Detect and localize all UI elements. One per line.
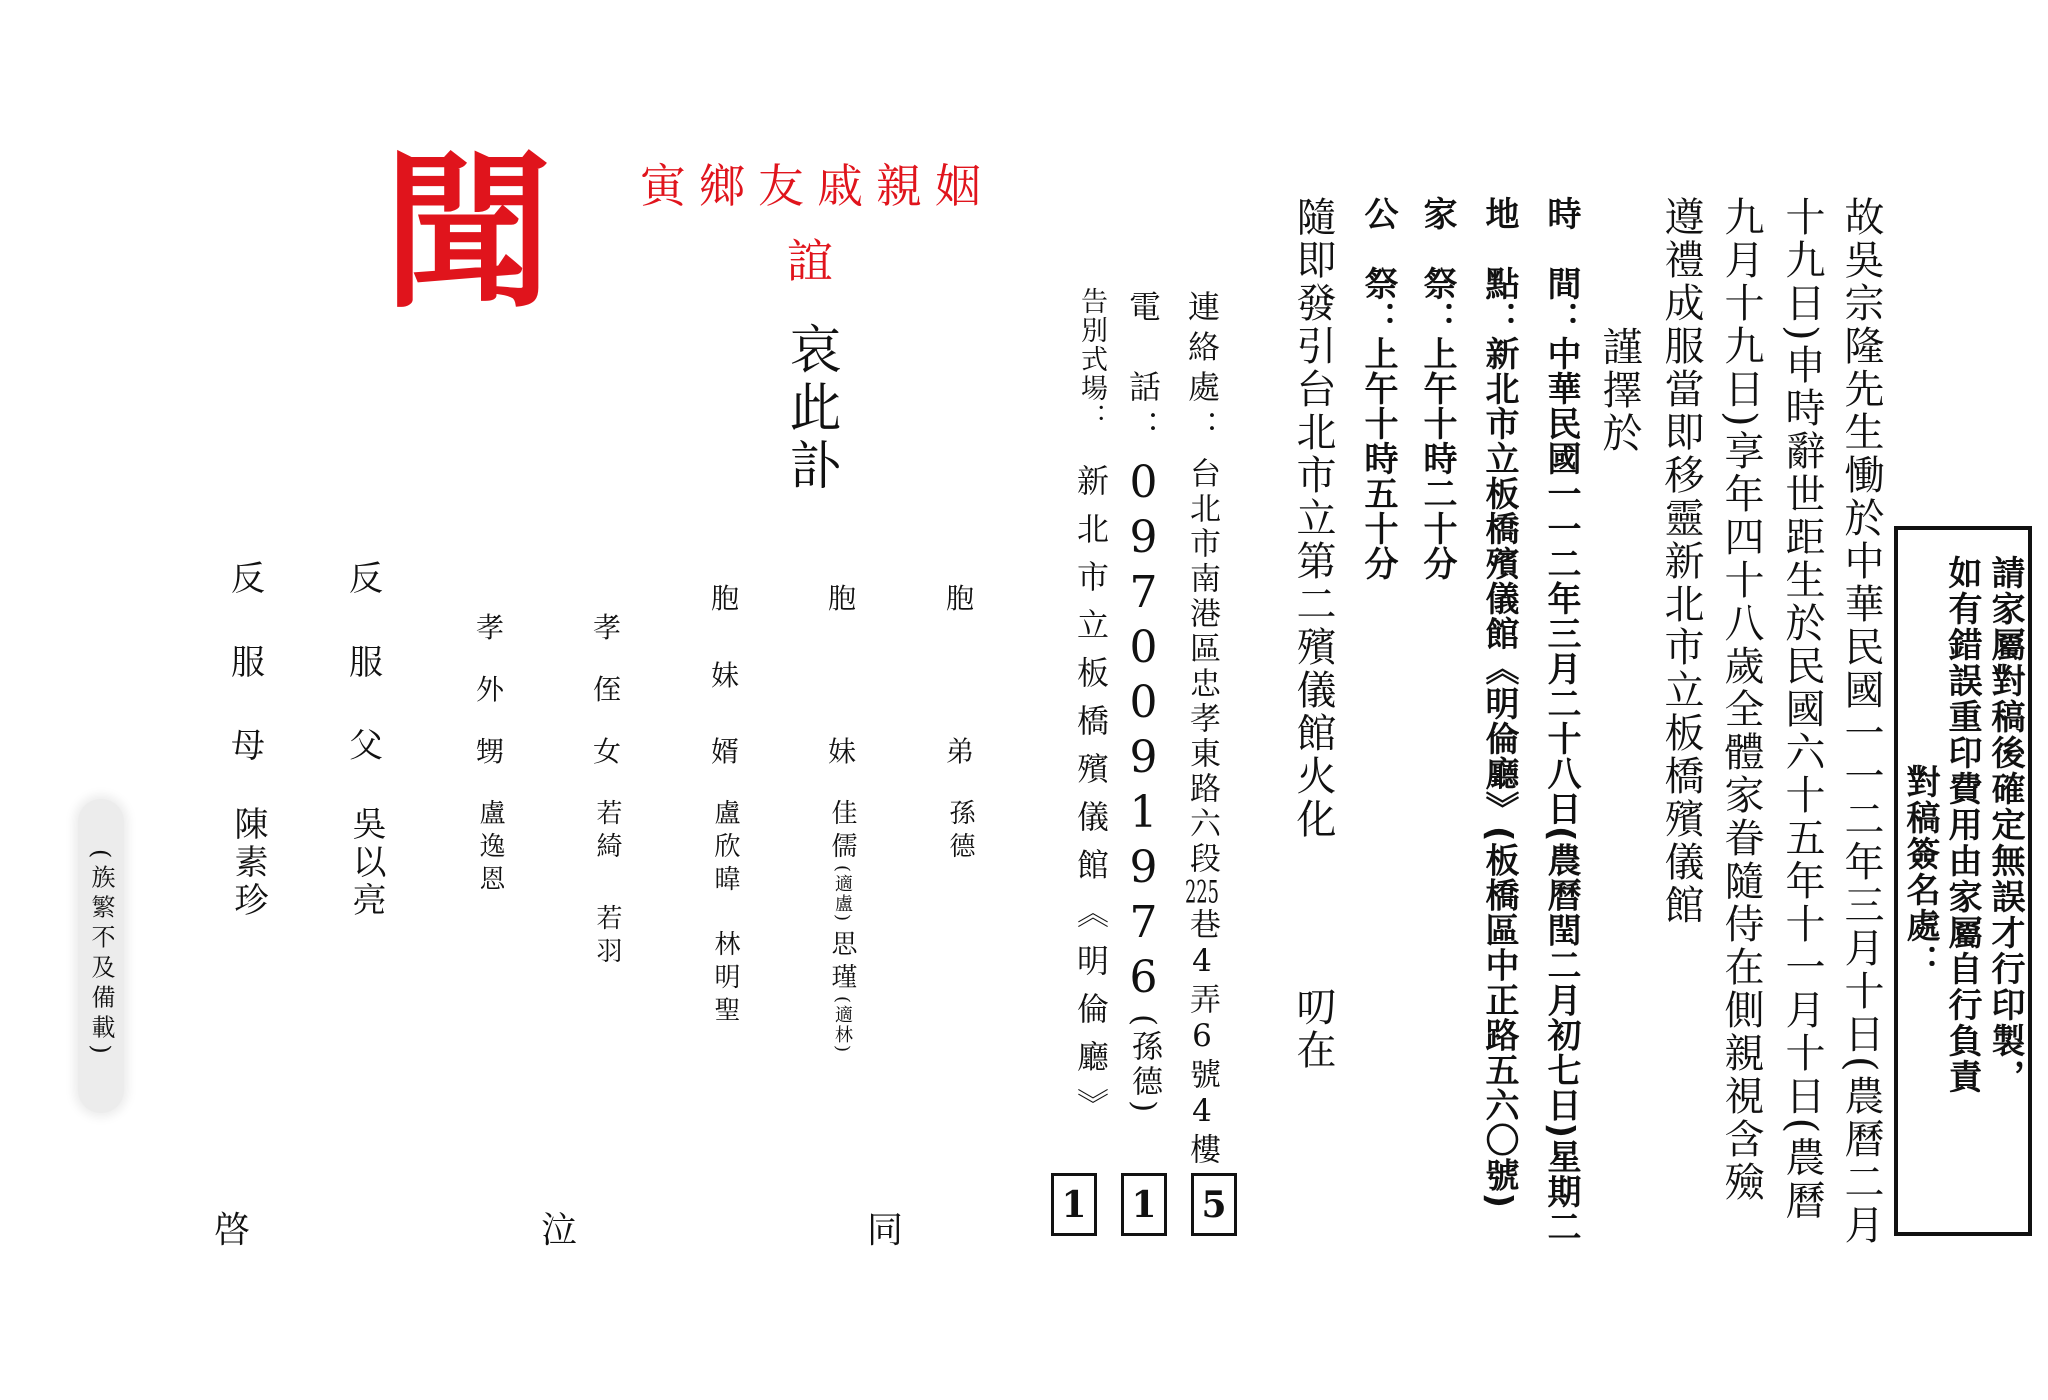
code-box: 1: [1121, 1173, 1167, 1236]
family-member-name: 若羽: [592, 904, 622, 970]
name-text: 孫德: [945, 799, 975, 865]
schedule-value: 中華民國一一二年三月二十八日(農曆閏二月初七日)星期二: [1541, 336, 1581, 1245]
relation-char: 侄: [593, 673, 622, 706]
relation-char: 妹: [828, 735, 857, 768]
relation-char: 孝: [593, 611, 622, 644]
family-relation: [593, 611, 622, 768]
relation-char: 胞: [828, 582, 857, 615]
family-relation: [946, 582, 975, 768]
family-member-name: 盧逸恩: [475, 799, 505, 898]
closing-char: 泣: [541, 1210, 578, 1251]
relation-char: 妹: [711, 658, 740, 692]
sorrow-notice-title: 哀此訃: [780, 322, 840, 496]
relation-char: 婿: [711, 735, 740, 768]
proofreading-notice-line: 如有錯誤重印費用由家屬自行負責: [1942, 555, 1982, 1095]
contact-phone-number: 0970091976: [1118, 457, 1169, 1007]
relation-char: 外: [476, 673, 505, 706]
schedule-family-rite: [1417, 196, 1457, 581]
contact-phone-note: (孫德): [1126, 1014, 1162, 1117]
family-relation: [349, 559, 383, 766]
family-member-name: 林明聖: [710, 930, 740, 1029]
relation-char: 父: [349, 726, 383, 766]
relations-suffix: 誼: [787, 234, 833, 288]
family-relation: [711, 582, 740, 768]
family-member-name: [829, 930, 855, 1054]
schedule-value: 上午十時五十分: [1358, 336, 1398, 581]
contact-phone-label: 電 話：: [1124, 290, 1162, 450]
contact-address-label: 連絡處：: [1183, 290, 1221, 450]
closing-char: 啓: [214, 1210, 251, 1251]
announcement-line: 遵禮成服當即移靈新北市立板橋殯儀館: [1658, 196, 1704, 927]
relation-char: 反: [231, 559, 265, 599]
relation-char: 甥: [476, 735, 505, 768]
family-relation: [231, 559, 265, 766]
funeral-venue-label: 告別式場：: [1076, 287, 1107, 432]
omission-note: (族繁不及備載): [87, 849, 115, 1060]
schedule-label: 時 間：: [1541, 196, 1581, 336]
family-member-name: 陳素珍: [228, 806, 268, 920]
announcement-line: 故吳宗隆先生慟於中華民國一一二年三月十日(農曆二月: [1838, 196, 1884, 1247]
family-member-name: 盧欣暐: [710, 799, 740, 898]
relations-heading: 寅鄉友戚親姻: [640, 159, 994, 213]
omission-note-pill: [78, 799, 124, 1113]
code-box: 1: [1051, 1173, 1097, 1236]
schedule-label: 公 祭：: [1358, 196, 1398, 336]
contact-address: 台北市南港區忠孝東路六段225巷4弄6號4樓: [1184, 457, 1220, 1168]
family-member-name: [829, 799, 855, 923]
relation-char: 服: [349, 642, 383, 683]
name-note: (適盧): [832, 865, 853, 924]
code-box: 5: [1191, 1173, 1237, 1236]
announcement-intro: 謹擇於: [1596, 326, 1642, 455]
family-member-name: 吳以亮: [346, 806, 386, 920]
family-member-name: 若綺: [592, 799, 622, 865]
schedule-label: 地 點：: [1479, 196, 1519, 336]
relation-char: 反: [349, 559, 383, 599]
schedule-value: 新北市立板橋殯儀館《明倫廳》(板橋區中正路五六〇號): [1479, 336, 1519, 1210]
obituary-title-char: 聞: [384, 133, 552, 331]
closing-phrase: 叨在: [1290, 986, 1336, 1072]
proofreading-notice-box: [1894, 526, 2032, 1236]
proofreading-notice-line: 請家屬對稿後確定無誤才行印製，: [1985, 555, 2025, 1095]
closing-char: 同: [867, 1210, 904, 1251]
schedule-value: 上午十時二十分: [1417, 336, 1457, 581]
procession-line: 隨即發引台北市立第二殯儀館火化: [1290, 196, 1336, 841]
relation-char: 母: [231, 726, 265, 766]
relation-char: 胞: [946, 582, 975, 615]
signature-label: 對稿簽名處：: [1900, 764, 1940, 980]
family-relation: [476, 611, 505, 768]
relation-char: 弟: [946, 735, 975, 768]
relation-char: 孝: [476, 611, 505, 644]
funeral-venue: 新北市立板橋殯儀館《明倫廳》: [1072, 464, 1110, 1136]
relation-char: 服: [231, 642, 265, 683]
announcement-line: 九月十九日)享年四十八歲全體家眷隨侍在側親視含殮: [1718, 196, 1764, 1204]
announcement-line: 十九日)申時辭世距生於民國六十五年十一月十日(農曆: [1779, 196, 1825, 1223]
relation-char: 女: [593, 735, 622, 768]
name-text: 思瑾: [827, 930, 857, 996]
schedule-time: [1541, 196, 1581, 1245]
family-member-name: [947, 799, 973, 865]
relation-char: 胞: [711, 582, 740, 615]
family-relation: [828, 582, 857, 768]
name-text: 佳儒: [827, 799, 857, 865]
schedule-label: 家 祭：: [1417, 196, 1457, 336]
schedule-location: [1479, 196, 1519, 1210]
name-note: (適林): [832, 996, 853, 1055]
schedule-public-rite: [1358, 196, 1398, 581]
